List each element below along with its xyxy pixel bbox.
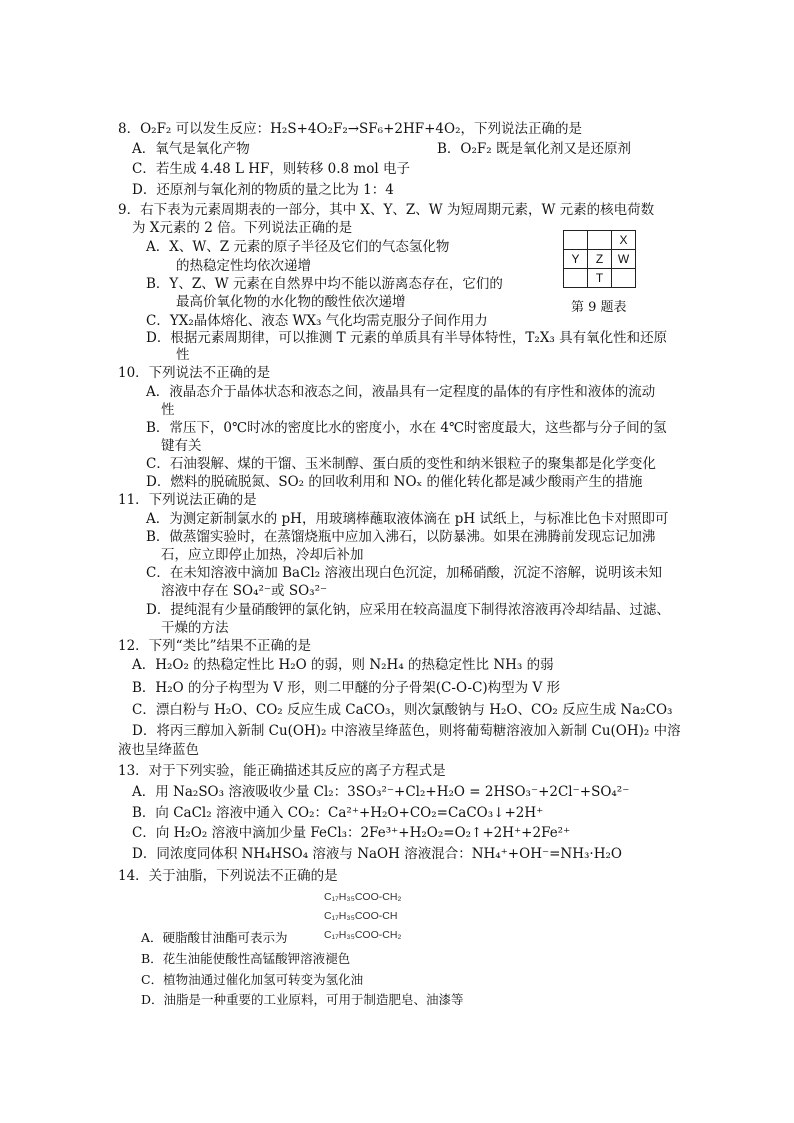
table-cell-y: Y (564, 250, 588, 269)
q14-option-c: C．植物油通过催化加氢可转变为氢化油 (141, 972, 364, 987)
q10-option-c: C．石油裂解、煤的干馏、玉米制醇、蛋白质的变性和纳米银粒子的聚集都是化学变化 (146, 456, 656, 472)
q11-option-b-line2: 石，应立即停止加热，冷却后补加 (161, 547, 364, 563)
table-cell (564, 269, 588, 288)
q11-option-c-line2: 溶液中存在 SO₄²⁻或 SO₃²⁻ (161, 583, 328, 599)
q10-option-b-line1: B．常压下，0℃时冰的密度比水的密度小，水在 4℃时密度最大，这些都与分子间的氢 (146, 420, 667, 436)
q13-option-d: D．同浓度同体积 NH₄HSO₄ 溶液与 NaOH 溶液混合：NH₄⁺+OH⁻=NH₃·H₂O (132, 846, 622, 862)
q12-option-d-line2: 液也呈绛蓝色 (118, 742, 199, 758)
q13-option-b: B．向 CaCl₂ 溶液中通入 CO₂：Ca²⁺+H₂O+CO₂=CaCO₃↓+2H⁺ (132, 805, 544, 821)
table-cell (612, 269, 636, 288)
formula-line1: C₁₇H₃₅COO-CH₂ (324, 891, 402, 903)
q14-option-a: A．硬脂酸甘油酯可表示为 (141, 930, 288, 945)
q9-option-a-line2: 的热稳定性均依次递增 (176, 258, 311, 274)
q8-option-a: A．氧气是氧化产物 (132, 141, 250, 157)
q9-option-d-line1: D．根据元素周期律，可以推测 T 元素的单质具有半导体特性，T₂X₃ 具有氧化性和还原 (146, 330, 668, 346)
q8-option-b: B．O₂F₂ 既是氧化剂又是还原剂 (437, 141, 631, 157)
table-cell-x: X (612, 231, 636, 250)
table-cell-w: W (612, 250, 636, 269)
q9-option-a-line1: A．X、W、Z 元素的原子半径及它们的气态氢化物 (146, 239, 450, 255)
q13-option-c: C．向 H₂O₂ 溶液中滴加少量 FeCl₃：2Fe³⁺+H₂O₂=O₂↑+2H⁺+2Fe²⁺ (132, 825, 571, 841)
q11-option-d-line2: 干燥的方法 (161, 620, 229, 636)
q8-option-d: D．还原剂与氧化剂的物质的量之比为 1：4 (132, 182, 394, 198)
q14-stem: 14．关于油脂，下列说法不正确的是 (118, 868, 338, 884)
q14-option-d: D．油脂是一种重要的工业原料，可用于制造肥皂、油漆等 (141, 992, 464, 1007)
table-cell-z: Z (588, 250, 612, 269)
q12-stem: 12．下列“类比”结果不正确的是 (118, 638, 311, 654)
q11-option-a: A．为测定新制氯水的 pH，用玻璃棒蘸取液体滴在 pH 试纸上，与标准比色卡对照即可 (146, 511, 669, 527)
q12-option-b: B．H₂O 的分子构型为 V 形，则二甲醚的分子骨架(C-O-C)构型为 V 形 (132, 680, 561, 696)
q10-option-a-line2: 性 (161, 402, 175, 418)
q13-stem: 13．对于下列实验，能正确描述其反应的离子方程式是 (118, 763, 446, 779)
periodic-table-fragment (563, 230, 636, 288)
q9-option-d-line2: 性 (176, 347, 190, 363)
q12-option-a: A．H₂O₂ 的热稳定性比 H₂O 的弱，则 N₂H₄ 的热稳定性比 NH₃ 的弱 (132, 657, 554, 673)
q11-option-d-line1: D．提纯混有少量硝酸钾的氯化钠，应采用在较高温度下制得浓溶液再冷却结晶、过滤、 (146, 602, 670, 618)
q10-option-d: D．燃料的脱硫脱氮、SO₂ 的回收利用和 NOₓ 的催化转化都是减少酸雨产生的措施 (146, 474, 643, 490)
q9-stem-line2: 为 X元素的 2 倍。下列说法正确的是 (132, 220, 353, 236)
q11-stem: 11．下列说法正确的是 (118, 492, 257, 508)
formula-line3: C₁₇H₃₅COO-CH₂ (324, 929, 402, 941)
table-cell (564, 231, 588, 250)
table-caption: 第 9 题表 (571, 300, 627, 315)
q9-option-c: C．YX₂晶体熔化、液态 WX₃ 气化均需克服分子间作用力 (146, 313, 488, 329)
q13-option-a: A．用 Na₂SO₃ 溶液吸收少量 Cl₂：3SO₃²⁻+Cl₂+H₂O = 2HSO₃⁻+2Cl⁻+SO₄²⁻ (132, 784, 630, 800)
formula-line2: C₁₇H₃₅COO-CH (324, 910, 398, 922)
q10-option-b-line2: 键有关 (161, 438, 202, 454)
q11-option-c-line1: C．在未知溶液中滴加 BaCl₂ 溶液出现白色沉淀，加稀硝酸，沉淀不溶解，说明该未知 (146, 565, 662, 581)
q9-option-b-line1: B．Y、Z、W 元素在自然界中均不能以游离态存在，它们的 (146, 276, 503, 292)
q8-option-c: C．若生成 4.48 L HF，则转移 0.8 mol 电子 (132, 161, 410, 177)
table-cell (588, 231, 612, 250)
q10-stem: 10．下列说法不正确的是 (118, 365, 271, 381)
q11-option-b-line1: B．做蒸馏实验时，在蒸馏烧瓶中应加入沸石，以防暴沸。如果在沸腾前发现忘记加沸 (146, 529, 656, 545)
q8-stem: 8．O₂F₂ 可以发生反应：H₂S+4O₂F₂→SF₆+2HF+4O₂，下列说法正确的是 (118, 121, 582, 137)
q9-option-b-line2: 最高价氧化物的水化物的酸性依次递增 (176, 294, 406, 310)
q12-option-d-line1: D．将丙三醇加入新制 Cu(OH)₂ 中溶液呈绛蓝色，则将葡萄糖溶液加入新制 Cu(OH)₂ 中溶 (132, 723, 681, 739)
q10-option-a-line1: A．液晶态介于晶体状态和液态之间，液晶具有一定程度的晶体的有序性和液体的流动 (146, 384, 656, 400)
q12-option-c: C．漂白粉与 H₂O、CO₂ 反应生成 CaCO₃，则次氯酸钠与 H₂O、CO₂ 反应生成 Na₂CO₃ (132, 702, 673, 718)
q14-option-b: B．花生油能使酸性高锰酸钾溶液褪色 (141, 951, 351, 966)
q9-stem-line1: 9．右下表为元素周期表的一部分，其中 X、Y、Z、W 为短周期元素，W 元素的核电荷数 (118, 202, 655, 218)
table-cell-t: T (588, 269, 612, 288)
